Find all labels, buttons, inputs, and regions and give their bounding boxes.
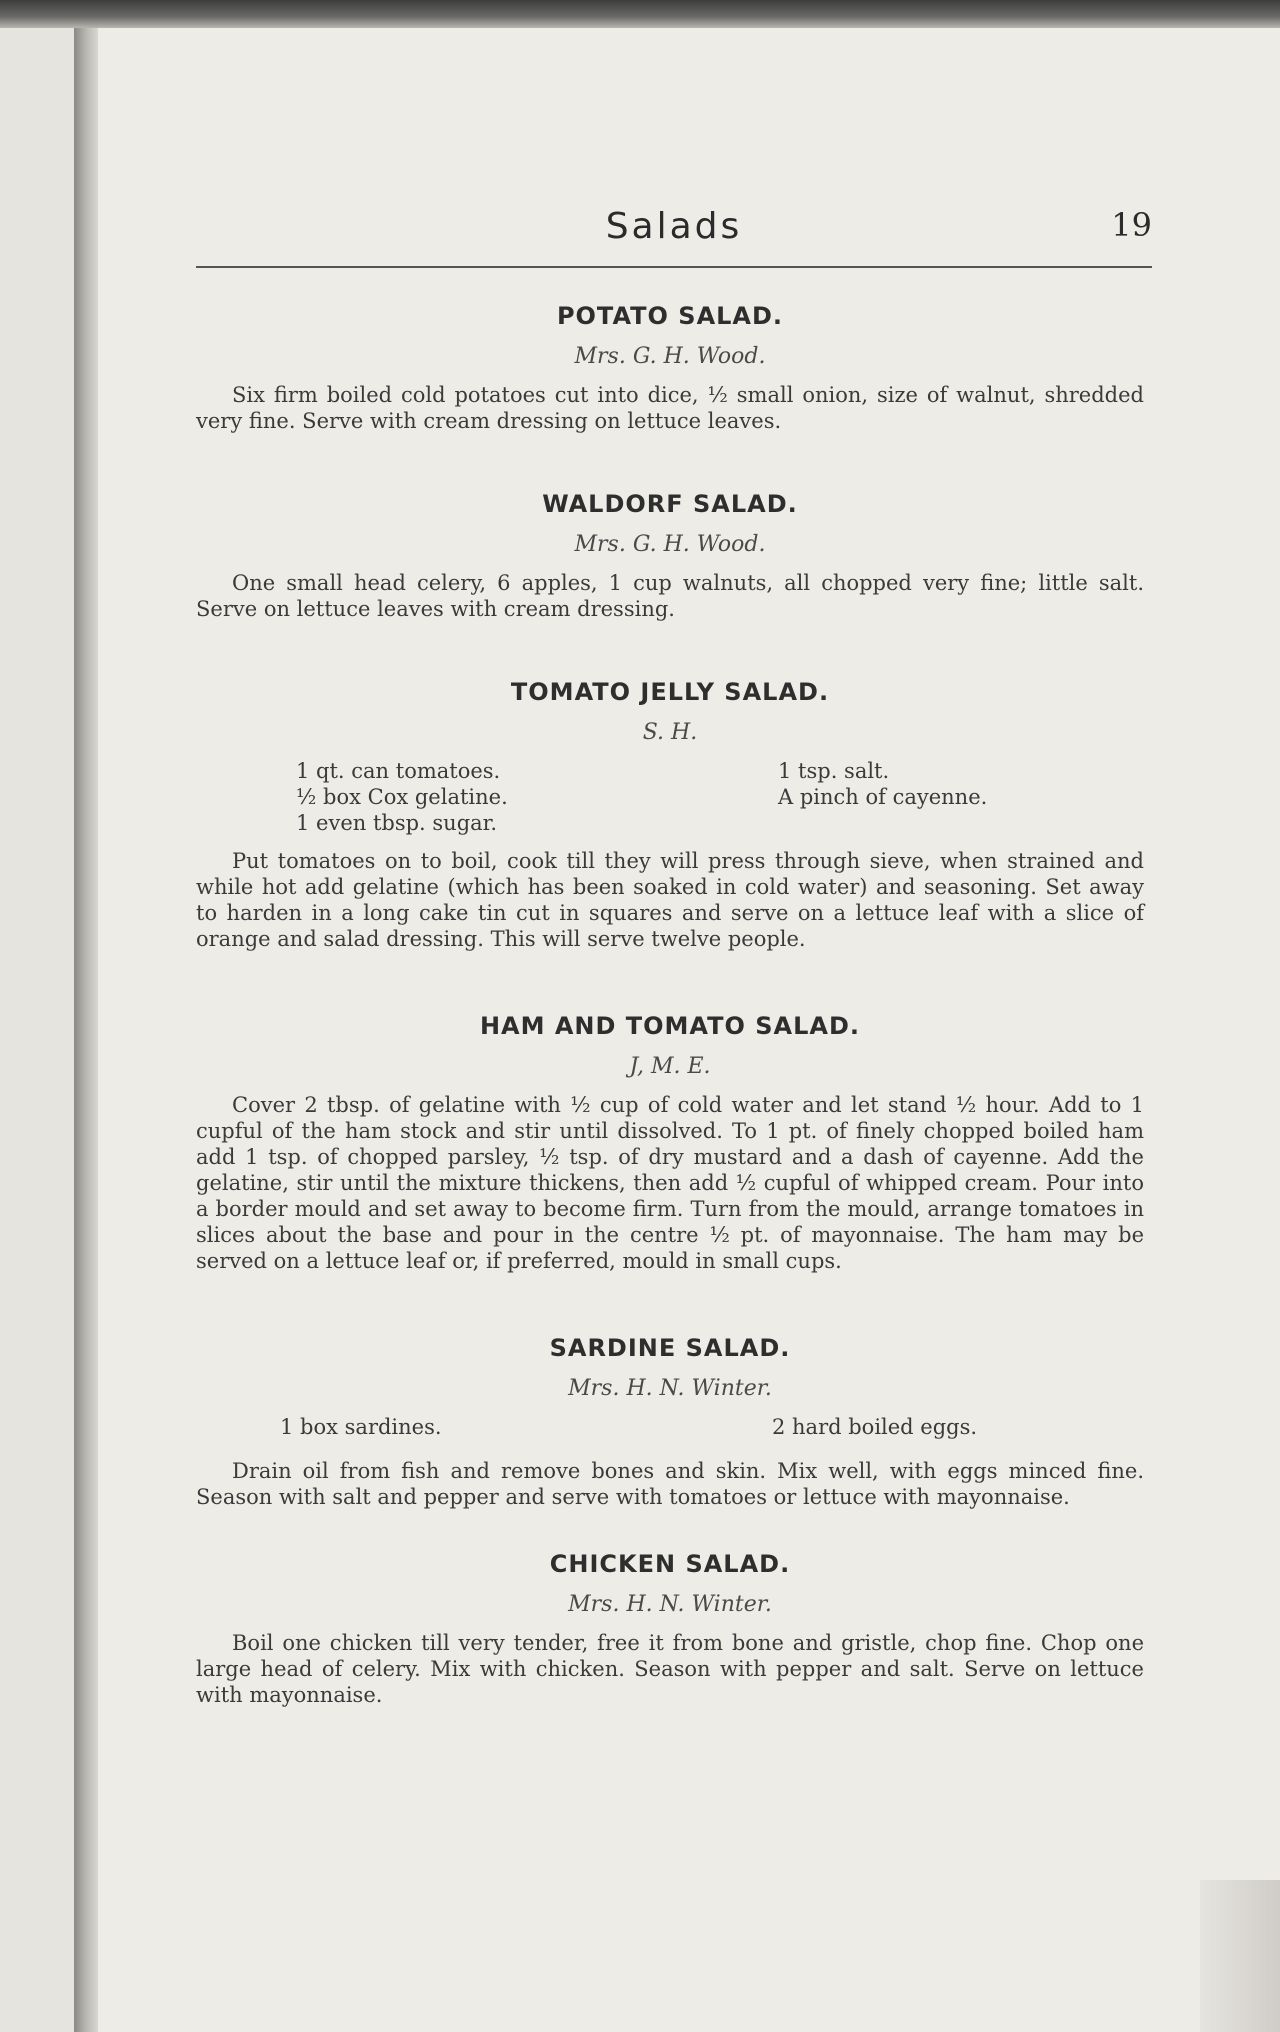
- recipe-author: Mrs. H. N. Winter.: [568, 1592, 772, 1617]
- recipe-sardine-salad: [196, 1322, 1144, 1510]
- recipe-potato-salad: [196, 290, 1144, 434]
- recipe-title: SARDINE SALAD.: [549, 1334, 791, 1362]
- running-head: [196, 200, 1152, 266]
- ingredients-left-column: [280, 1414, 442, 1440]
- ingredient: 1 tsp. salt.: [778, 759, 890, 783]
- ingredient: 2 hard boiled eggs.: [772, 1415, 978, 1439]
- recipe-author: Mrs. G. H. Wood.: [574, 344, 766, 369]
- recipe-list: [196, 290, 1144, 1708]
- ingredient: 1 box sardines.: [280, 1415, 442, 1439]
- recipe-title: HAM AND TOMATO SALAD.: [479, 1012, 861, 1040]
- ingredients-right-column: [778, 758, 987, 810]
- ingredients-right-column: [772, 1414, 977, 1440]
- recipe-author: Mrs. H. N. Winter.: [568, 1376, 772, 1401]
- recipe-directions: Drain oil from fish and remove bones and skin. Mix well, with eggs minced fine. Season with salt and pepper and serve with tomatoes or lettuce with mayonnaise.: [196, 1459, 1144, 1509]
- ingredient: ½ box Cox gelatine.: [296, 785, 508, 809]
- facing-page-margin: [0, 28, 74, 2032]
- section-title: Salads: [605, 206, 743, 247]
- recipe-tomato-jelly-salad: [196, 666, 1144, 952]
- recipe-author: J, M. E.: [629, 1054, 711, 1079]
- recipe-title: POTATO SALAD.: [556, 302, 784, 330]
- book-binding-gutter: [74, 28, 98, 2032]
- scan-top-edge: [0, 0, 1280, 28]
- recipe-directions: Cover 2 tbsp. of gelatine with ½ cup of cold water and let stand ½ hour. Add to 1 cupful of the ham stock and stir until dissolved. To 1 pt. of finely chopped boiled ham add 1 tsp. of chopped parsley, ½ tsp. of dry mustard and a dash of cayenne. Add the gelatine, stir until the mixture thickens, then add ½ cupful of whipped cream. Pour into a border mould and set away to become firm. Turn from the mould, arrange tomatoes in slices about the base and pour in the centre ½ pt. of mayonnaise. The ham may be served on a lettuce leaf or, if preferred, mould in small cups.: [196, 1093, 1144, 1273]
- header-rule: [196, 266, 1152, 268]
- ingredients-left-column: [296, 758, 508, 836]
- recipe-directions: One small head celery, 6 apples, 1 cup walnuts, all chopped very fine; little salt. Serve on lettuce leaves with cream dressing.: [196, 571, 1144, 621]
- recipe-title: CHICKEN SALAD.: [549, 1550, 791, 1578]
- recipe-directions: Six firm boiled cold potatoes cut into dice, ½ small onion, size of walnut, shredded very fine. Serve with cream dressing on lettuce leaves.: [196, 383, 1144, 433]
- ingredient: A pinch of cayenne.: [778, 785, 988, 809]
- ingredient: 1 even tbsp. sugar.: [296, 811, 498, 835]
- ingredients-list: [196, 1414, 1144, 1448]
- recipe-author: S. H.: [642, 720, 698, 745]
- recipe-directions: Put tomatoes on to boil, cook till they will press through sieve, when strained and while hot add gelatine (which has been soaked in cold water) and seasoning. Set away to harden in a long cake tin cut in squares and serve on a lettuce leaf with a slice of orange and salad dressing. This will serve twelve people.: [196, 849, 1144, 951]
- recipe-ham-and-tomato-salad: [196, 1000, 1144, 1274]
- recipe-title: WALDORF SALAD.: [542, 490, 798, 518]
- ingredients-list: [196, 758, 1144, 840]
- recipe-title: TOMATO JELLY SALAD.: [510, 678, 830, 706]
- recipe-chicken-salad: [196, 1538, 1144, 1708]
- page-corner-shadow: [1200, 1880, 1280, 2032]
- recipe-waldorf-salad: [196, 478, 1144, 622]
- page-number: 19: [1111, 206, 1152, 244]
- recipe-directions: Boil one chicken till very tender, free it from bone and gristle, chop fine. Chop one large head of celery. Mix with chicken. Season with pepper and salt. Serve on lettuce with mayonnaise.: [196, 1631, 1144, 1707]
- ingredient: 1 qt. can tomatoes.: [296, 759, 501, 783]
- recipe-author: Mrs. G. H. Wood.: [574, 532, 766, 557]
